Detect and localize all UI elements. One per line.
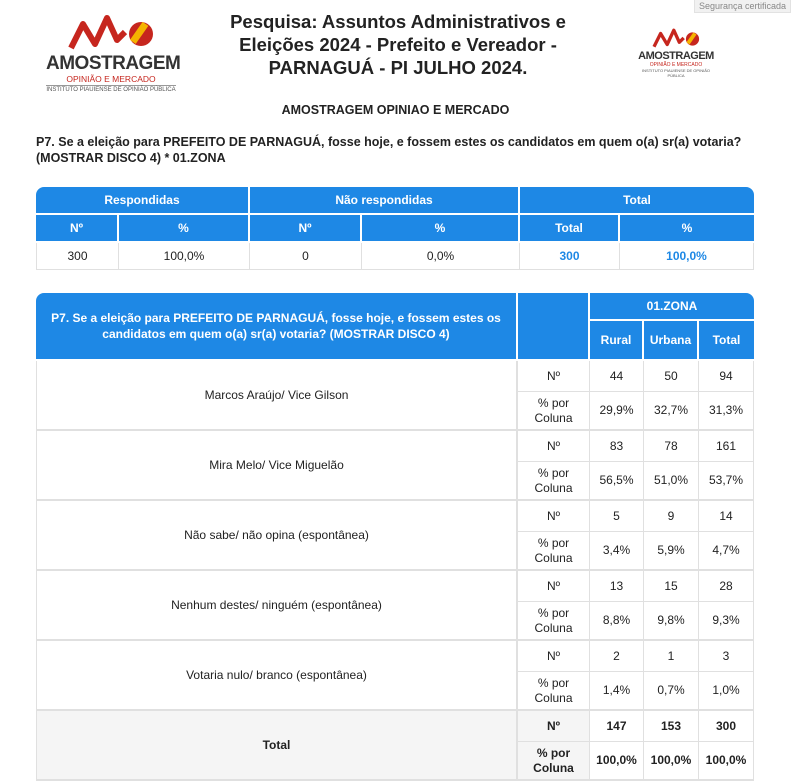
percent-cell: 29,9% — [590, 392, 644, 431]
sub-header: Nº — [250, 215, 362, 243]
logo-institute: INSTITUTO PIAUIENSE DE OPINIÃO PÚBLICA — [642, 68, 710, 78]
summary-cell: 0 — [250, 243, 362, 270]
column-header: Total — [699, 321, 754, 361]
percent-cell: 1,0% — [699, 672, 754, 711]
total-row-label: Total — [36, 711, 518, 781]
total-count-cell: 147 — [590, 711, 644, 742]
total-percent-cell: 100,0% — [590, 742, 644, 781]
measure-label: Nº — [518, 571, 590, 602]
logo-name: AMOSTRAGEM — [46, 53, 181, 74]
security-badge: Segurança certificada — [694, 0, 791, 13]
summary-cell: 100,0% — [119, 243, 250, 270]
percent-cell: 56,5% — [590, 462, 644, 501]
row-label: Mira Melo/ Vice Miguelão — [36, 431, 518, 501]
logo-graphic-icon — [648, 28, 704, 50]
crosstab-question-header: P7. Se a eleição para PREFEITO DE PARNAGUÁ, fosse hoje, e fossem estes os candidatos em quem o(a) sr(a) votaria? (MOSTRAR DISCO 4) — [36, 293, 518, 361]
count-cell: 161 — [699, 431, 754, 462]
summary-cell: 300 — [520, 243, 620, 270]
logo-institute: INSTITUTO PIAUIENSE DE OPINIÃO PÚBLICA — [46, 87, 176, 93]
count-cell: 1 — [644, 641, 699, 672]
sub-header: % — [362, 215, 520, 243]
sub-header: Total — [520, 215, 620, 243]
total-percent-cell: 100,0% — [644, 742, 699, 781]
measure-label: Nº — [518, 431, 590, 462]
summary-cell: 100,0% — [620, 243, 754, 270]
percent-cell: 8,8% — [590, 602, 644, 641]
summary-cell: 300 — [36, 243, 119, 270]
amostragem-logo-small — [638, 28, 714, 78]
percent-cell: 31,3% — [699, 392, 754, 431]
column-header: Rural — [590, 321, 644, 361]
measure-label: % por Coluna — [518, 602, 590, 641]
summary-table — [36, 187, 754, 270]
count-cell: 3 — [699, 641, 754, 672]
count-cell: 94 — [699, 361, 754, 392]
logo-subtitle: OPINIÃO E MERCADO — [649, 62, 703, 68]
logo-graphic-icon — [61, 14, 161, 54]
question-text: P7. Se a eleição para PREFEITO DE PARNAGUÁ, fosse hoje, e fossem estes os candidatos em quem o(a) sr(a) votaria? (MOSTRAR DISCO 4) * 01.ZONA — [36, 135, 742, 165]
percent-cell: 0,7% — [644, 672, 699, 711]
summary-cell: 0,0% — [362, 243, 520, 270]
measure-label: Nº — [518, 501, 590, 532]
measure-label: % por Coluna — [518, 672, 590, 711]
row-label: Não sabe/ não opina (espontânea) — [36, 501, 518, 571]
group-header: Total — [520, 187, 754, 215]
percent-cell: 1,4% — [590, 672, 644, 711]
percent-cell: 9,8% — [644, 602, 699, 641]
total-percent-cell: 100,0% — [699, 742, 754, 781]
zone-header: 01.ZONA — [590, 293, 754, 321]
count-cell: 44 — [590, 361, 644, 392]
group-header: Não respondidas — [250, 187, 520, 215]
count-cell: 15 — [644, 571, 699, 602]
count-cell: 28 — [699, 571, 754, 602]
percent-cell: 51,0% — [644, 462, 699, 501]
sub-header: % — [620, 215, 754, 243]
measure-label: % por Coluna — [518, 392, 590, 431]
percent-cell: 3,4% — [590, 532, 644, 571]
company-name: AMOSTRAGEM OPINIAO E MERCADO — [281, 103, 510, 117]
count-cell: 83 — [590, 431, 644, 462]
measure-label: % por Coluna — [518, 532, 590, 571]
crosstab-table — [36, 293, 754, 781]
measure-header-blank — [518, 293, 590, 361]
percent-cell: 5,9% — [644, 532, 699, 571]
count-cell: 5 — [590, 501, 644, 532]
sub-header: % — [119, 215, 250, 243]
logo-name: AMOSTRAGEM — [638, 50, 714, 62]
column-header: Urbana — [644, 321, 699, 361]
sub-header: Nº — [36, 215, 119, 243]
percent-cell: 4,7% — [699, 532, 754, 571]
measure-label: % por Coluna — [518, 462, 590, 501]
percent-cell: 53,7% — [699, 462, 754, 501]
count-cell: 14 — [699, 501, 754, 532]
percent-cell: 32,7% — [644, 392, 699, 431]
logo-subtitle: OPINIÃO E MERCADO — [66, 74, 156, 84]
page-title: Pesquisa: Assuntos Administrativos e Eleições 2024 - Prefeito e Vereador - PARNAGUÁ - PI JULHO 2024. — [230, 11, 566, 78]
count-cell: 13 — [590, 571, 644, 602]
measure-label: Nº — [518, 361, 590, 392]
count-cell: 78 — [644, 431, 699, 462]
measure-label: % por Coluna — [518, 742, 590, 781]
amostragem-logo — [46, 14, 181, 93]
total-count-cell: 300 — [699, 711, 754, 742]
row-label: Marcos Araújo/ Vice Gilson — [36, 361, 518, 431]
measure-label: Nº — [518, 641, 590, 672]
count-cell: 9 — [644, 501, 699, 532]
row-label: Nenhum destes/ ninguém (espontânea) — [36, 571, 518, 641]
measure-label: Nº — [518, 711, 590, 742]
percent-cell: 9,3% — [699, 602, 754, 641]
row-label: Votaria nulo/ branco (espontânea) — [36, 641, 518, 711]
group-header: Respondidas — [36, 187, 250, 215]
count-cell: 50 — [644, 361, 699, 392]
count-cell: 2 — [590, 641, 644, 672]
total-count-cell: 153 — [644, 711, 699, 742]
